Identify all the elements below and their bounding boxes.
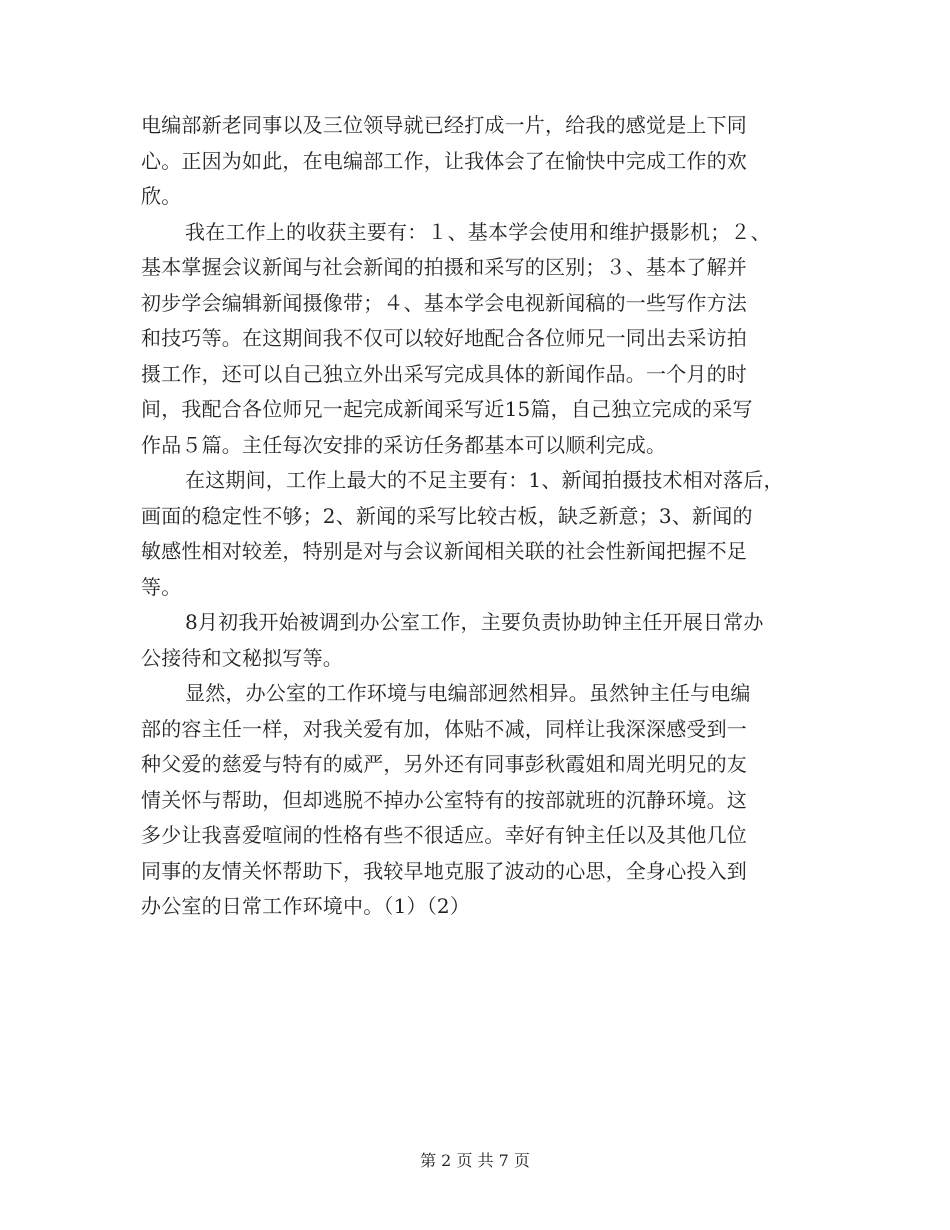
text-line: 欣。 <box>141 184 182 208</box>
text-line: 初步学会编辑新闻摄像带；４、基本学会电视新闻稿的一些写作方法 <box>141 290 747 315</box>
text-line: 8月初我开始被调到办公室工作，主要负责协助钟主任开展日常办 <box>185 610 764 634</box>
paragraph-2 <box>141 215 821 464</box>
text-line: 情关怀与帮助，但却逃脱不掉办公室特有的按部就班的沉静环境。这 <box>141 787 747 812</box>
text-line: 我在工作上的收获主要有：１、基本学会使用和维护摄影机；２、 <box>185 219 771 244</box>
text-line: 画面的稳定性不够；2、新闻的采写比较古板，缺乏新意；3、新闻的 <box>141 503 753 528</box>
paragraph-5 <box>141 676 821 925</box>
text-line: 敏感性相对较差，特别是对与会议新闻相关联的社会性新闻把握不足 <box>141 539 747 563</box>
document-body <box>141 108 821 925</box>
text-line: 同事的友情关怀帮助下，我较早地克服了波动的心思，全身心投入到 <box>141 858 747 883</box>
text-line: 和技巧等。在这期间我不仅可以较好地配合各位师兄一同出去采访拍 <box>141 326 747 350</box>
text-line: 公接待和文秘拟写等。 <box>141 645 343 670</box>
paragraph-3 <box>141 463 821 605</box>
text-line: 间，我配合各位师兄一起完成新闻采写近15篇，自己独立完成的采写 <box>141 397 753 421</box>
text-line: 显然，办公室的工作环境与电编部迥然相异。虽然钟主任与电编 <box>185 681 751 705</box>
text-line: 部的容主任一样，对我关爱有加，体贴不减，同样让我深深感受到一 <box>141 716 747 741</box>
text-line: 办公室的日常工作环境中。（1）（2） <box>141 894 471 918</box>
text-line: 在这期间，工作上最大的不足主要有：1、新闻拍摄技术相对落后， <box>185 468 784 492</box>
text-line: 多少让我喜爱喧闹的性格有些不很适应。幸好有钟主任以及其他几位 <box>141 823 747 847</box>
text-line: 摄工作，还可以自己独立外出采写完成具体的新闻作品。一个月的时 <box>141 361 747 386</box>
text-line: 心。正因为如此，在电编部工作，让我体会了在愉快中完成工作的欢 <box>141 148 747 173</box>
text-line: 基本掌握会议新闻与社会新闻的拍摄和采写的区别；３、基本了解并 <box>141 255 747 279</box>
text-line: 电编部新老同事以及三位领导就已经打成一片，给我的感觉是上下同 <box>141 113 747 137</box>
text-line: 作品５篇。主任每次安排的采访任务都基本可以顺利完成。 <box>141 432 667 457</box>
paragraph-1 <box>141 108 821 215</box>
text-line: 等。 <box>141 574 182 599</box>
page-number-footer: 第 2 页 共 7 页 <box>420 1151 530 1170</box>
text-line: 种父爱的慈爱与特有的威严，另外还有同事彭秋霞姐和周光明兄的友 <box>141 752 747 776</box>
paragraph-4 <box>141 605 821 676</box>
